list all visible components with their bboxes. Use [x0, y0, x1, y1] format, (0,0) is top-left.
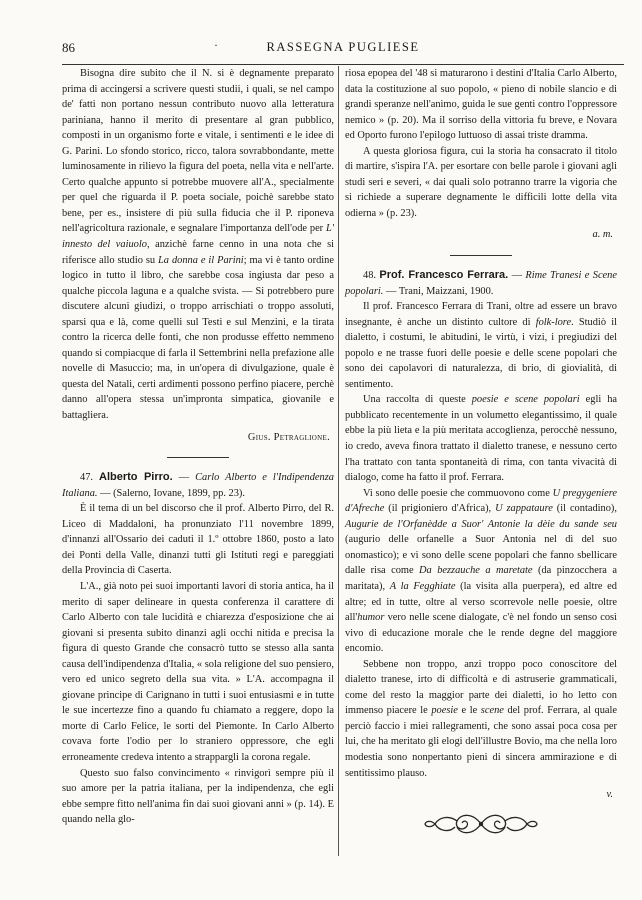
paragraph: L'A., già noto pei suoi importanti lavori di storia antica, ha il merito di saper delineare in questa conferenza il carattere di Carlo Alberto con tale lucidità e chiarezza d'esposizione che ai giovani si presenta subito dinanzi agli occhi nitida e precisa la figura di questo Grande che consacrò tutto se stesso alla santa causa dell'indipendenza d'Italia, « sola religione del suo pensiero, vero ed unico segreto della sua vita. » L'A. accompagna il giovane principe di Carignano in tutti i suoi entusiasmi e in tutte le sue incertezze fino a quando fu chiamato a reggere, dopo la morte di Carlo Felice, le sorti del Piemonte. In Carlo Alberto covava forte l'odio per lo straniero oppressore, che egli erroneamente credeva intento a strappargli la corona regale.	[62, 580, 334, 763]
paragraph: riosa epopea del '48 si maturarono i destini d'Italia Carlo Alberto, data la costituzione al suo popolo, « pieno di nobile slancio e di grandi speranze nell'animo, guida le sue genti contro l'oppressore nemico » (p. 20). Ma il sorriso della vittoria fu breve, e Novara ed Oporto furono l'epilogo luttuoso di assai triste dramma.	[345, 68, 617, 142]
paragraph: È il tema di un bel discorso che il prof. Alberto Pirro, del R. Liceo di Maddaloni, ha pronunziato l'11 novembre 1899, d'innanzi all'Ossario dei caduti il 1.º ottobre 1860, posto a lato dei Ponti della Valle, dinanzi tutti gli Istituti regi e pareggiati della Provincia di Caserta.	[62, 503, 334, 577]
left-column	[62, 66, 334, 828]
column-rule	[338, 66, 339, 856]
section-separator	[167, 457, 229, 458]
running-head: RASSEGNA PUGLIESE	[266, 40, 420, 54]
section-separator	[450, 255, 512, 256]
paragraph: Bisogna dire subito che il N. si è degnamente preparato prima di accingersi a scrivere questi studii, i quali, se nel campo de' fatti non portano nessun contributo nuovo alla letteratura pariniana, hanno il merito di presentare al gran pubblico, composti in un organismo forte e vitale, i sentimenti e le idee di G. Parini. Lo sfondo storico, ricco, talora sovrabbondante, mette luminosamente in rilievo la figura del poeta, nella vita e nell'arte. Certo qualche appunto si potrebbe muovere all'A., specialmente per quel che riguarda il P. poeta sociale, poichè sarebbe stato bene, per es., insistere di più sulla fiducia che il P. riponeva nell'agricoltura razionale, e segnalare l'importanza dell'ode per L' innesto del vaiuolo, anzichè farne cenno in una nota che si riferisce allo studio su La donna e il Parini; ma vi è tanto ordine logico in tutto il libro, che sarebbe cosa ingiusta dar peso a qualche piccola laguna e a qualche svista. — Si potrebbero pure discutere alcuni giudizi, o troppo arrischiati o troppo assoluti, sparsi qua e là, come quelli sul Testi e sul Menzini, e la tirata contro la ricerca delle fonti, che non produsse effetto nemmeno quando si compiacque di farla il Settembrini nella prefazione alle novelle di Masuccio; ma, in un'opera di divulgazione, quale è questa del Natali, certi ardimenti possono perfino piacere, perchè danno all'opera stessa un'impronta simpatica, giovanile e battagliera.	[62, 68, 335, 422]
header-dot: ·	[214, 38, 218, 52]
paragraph: Questo suo falso convincimento « rinvigorì sempre più il suo amore per la patria italiana, per la indipendenza, che egli ebbe sempre fitto nell'anima fin dai suoi giovani anni » (p. 14). E quando nella glo-	[62, 767, 334, 826]
paragraph: Sebbene non troppo, anzi troppo poco conoscitore del dialetto tranese, irto di difficoltà e di astruserie grammaticali, come del resto la maggior parte dei dialetti, io ho letto con immenso piacere le poesie e le scene del prof. Ferrara, al quale perciò faccio i miei rallegramenti, che sono assai poca cosa per lui, che ha meritato gli elogi dell'illustre Bovio, ma che nella loro modestia sono nonpertanto pieni di sincera ammirazione e di sentitissimo plauso.	[345, 658, 617, 779]
signature-v: v.	[606, 789, 613, 801]
paragraph: Una raccolta di queste poesie e scene popolari egli ha pubblicato recentemente in un volumetto elegantissimo, il quale ebbe la più lieta e la più meritata accoglienza, perocchè nessuno, io credo, aveva finora trattato il dialetto tranese, e nessuno certo l'ha trattato con tanta spontaneità di rima, con tanta vivacità di dialogo, come ha fatto il prof. Ferrara.	[345, 394, 617, 484]
right-column	[345, 66, 617, 841]
paragraph: Il prof. Francesco Ferrara di Trani, oltre ad essere un bravo insegnante, è anche un distinto cultore di folk-lore. Studiò il dialetto, i costumi, le abitudini, le virtù, i vizi, i pregiudizi del popolo e ne trasse fuori delle poesie e delle scene popolari che sono dei capolavori di naturalezza, di brio, di giovialità, di sentimento.	[345, 301, 617, 390]
signature-petraglione: Gius. Petraglione.	[247, 431, 330, 443]
signature-am: a. m.	[592, 229, 613, 241]
page-header	[62, 40, 624, 58]
paragraph: Vi sono delle poesie che commuovono come U pregygeniere d'Afreche (il prigioniero d'Africa), U zappataure (il contadino), Augurie de l'Orfanèdde a Suor' Antonie la dèie du sande seu (augurio delle orfanelle a Suor Antonia nel dì del suo onomastico); e vi sono delle scene popolari che fanno sbellicare dalle risa come Da bezzauche a maretate (da pinzocchera a maritata), A la Fegghiate (la visita alla puerpera), ed altre ed altre; ed in tutte, oltre al verso scorrevole nelle poesie, oltre all'humor vero nelle scene dialogate, c'è nel fondo un senso così vivo di educazione morale che le rende degne del maggiore encomio.	[345, 487, 617, 655]
entry-48-heading: 48. Prof. Francesco Ferrara. — Rime Tranesi e Scene popolari. — Trani, Maizzani, 1900.	[345, 269, 617, 297]
header-rule	[62, 64, 624, 65]
decorative-scroll-ornament-icon	[421, 807, 541, 841]
entry-47-heading: 47. Alberto Pirro. — Carlo Alberto e l'Indipendenza Italiana. — (Salerno, Iovane, 1899, pp. 23).	[62, 471, 334, 499]
page-number: 86	[62, 40, 75, 55]
paragraph: A questa gloriosa figura, cui la storia ha consacrato il titolo di martire, s'ispira l'A. per esortare con belle parole i giovani agli studi seri e severi, « dai quali solo potranno trarre la vigoria che si richiede a superare degnamente le difficili lotte della vita odierna » (p. 23).	[345, 145, 617, 219]
